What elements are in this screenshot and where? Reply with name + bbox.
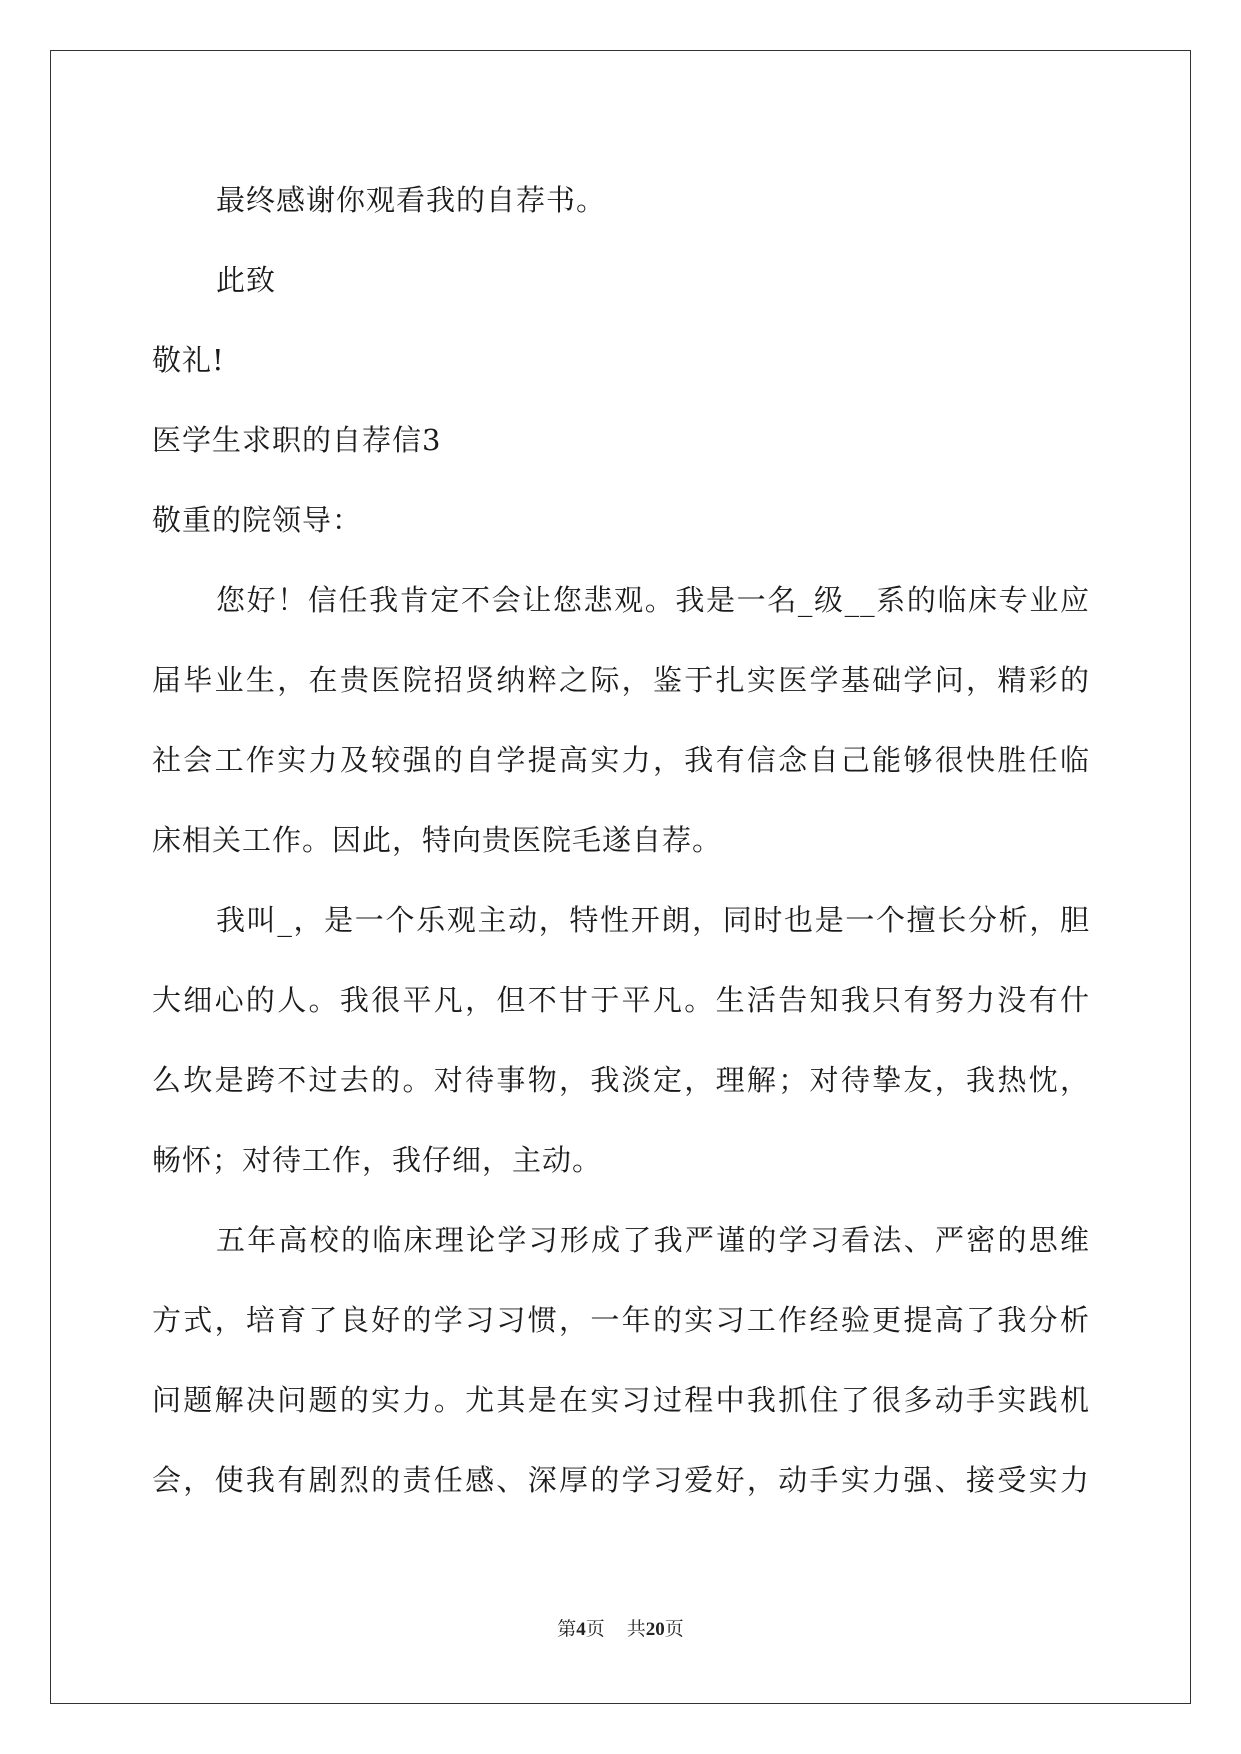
footer-total-prefix: 共 [626,1618,646,1640]
section-heading: 医学生求职的自荐信3 [152,423,442,457]
text-line: 问题解决问题的实力。尤其是在实习过程中我抓住了很多动手实践机 [152,1383,1090,1417]
text-line: 社会工作实力及较强的自学提高实力，我有信念自己能够很快胜任临 [152,743,1090,777]
page-footer [0,1614,1241,1641]
text-line: 大细心的人。我很平凡，但不甘于平凡。生活告知我只有努力没有什 [152,983,1090,1017]
text-line: 我叫_，是一个乐观主动，特性开朗，同时也是一个擅长分析，胆 [216,903,1090,937]
salutation: 敬重的院领导： [152,503,363,537]
document-body [152,160,1090,1520]
footer-page-suffix: 页 [585,1618,605,1640]
footer-total-pages: 20 [645,1619,665,1640]
text-line: 么坎是跨不过去的。对待事物，我淡定，理解；对待挚友，我热忱， [152,1063,1090,1097]
text-line: 会，使我有剧烈的责任感、深厚的学习爱好，动手实力强、接受实力 [152,1463,1090,1497]
footer-prefix: 第 [557,1618,577,1640]
text-line: 床相关工作。因此，特向贵医院毛遂自荐。 [152,823,723,857]
text-line: 届毕业生，在贵医院招贤纳粹之际，鉴于扎实医学基础学问，精彩的 [152,663,1090,697]
text-line: 此致 [216,263,277,297]
text-line: 您好！信任我肯定不会让您悲观。我是一名_级__系的临床专业应 [216,583,1090,617]
footer-total-suffix: 页 [664,1618,684,1640]
text-line: 五年高校的临床理论学习形成了我严谨的学习看法、严密的思维 [216,1223,1090,1257]
text-line: 畅怀；对待工作，我仔细，主动。 [152,1143,603,1177]
footer-page-number: 4 [576,1619,586,1640]
text-line: 方式，培育了良好的学习习惯，一年的实习工作经验更提高了我分析 [152,1303,1090,1337]
text-line: 敬礼! [152,343,225,377]
text-line: 最终感谢你观看我的自荐书。 [216,183,607,217]
